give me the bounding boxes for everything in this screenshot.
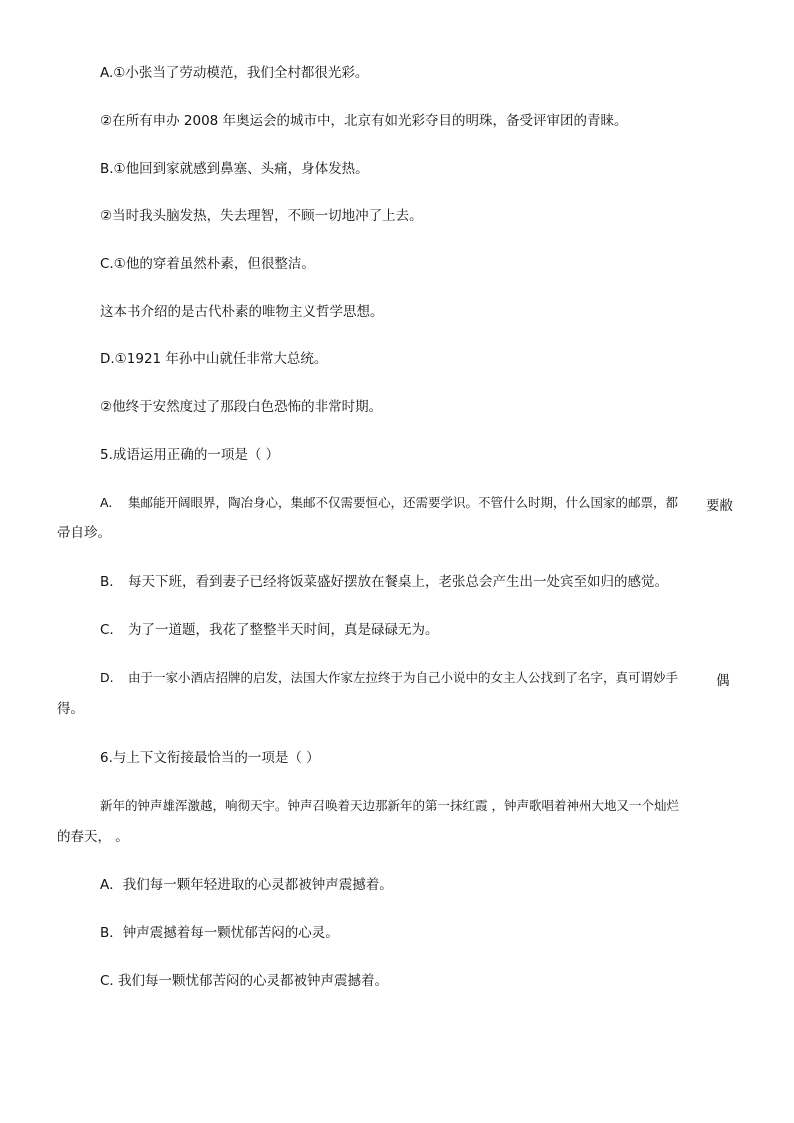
q5-option-b-text: 每天下班，看到妻子已经将饭菜盛好摆放在餐桌上，老张总会产生出一处宾至如归的感觉。: [128, 574, 668, 590]
q4-option-a2: ②在所有申办 2008 年奥运会的城市中，北京有如光彩夺目的明珠，备受评审团的青睐。: [100, 113, 628, 129]
q5-stem: 5.成语运用正确的一项是（ ）: [100, 447, 280, 463]
q5-option-a-gap-word: 要敝: [706, 498, 733, 514]
q5-option-a: [100, 494, 678, 512]
q4-option-d2: ②他终于安然度过了那段白色恐怖的非常时期。: [100, 399, 383, 415]
q4-option-b2: ②当时我头脑发热，失去理智，不顾一切地冲了上去。: [100, 208, 423, 224]
q5-option-a-text: 集邮能开阔眼界，陶冶身心，集邮不仅需要恒心，还需要学识。不管什么时期，什么国家的邮票，都: [128, 495, 679, 510]
q4-option-a1: A.①小张当了劳动模范，我们全村都很光彩。: [100, 65, 369, 81]
q4-option-c2: 这本书介绍的是古代朴素的唯物主义哲学思想。: [100, 304, 384, 320]
q5-option-c-label: C.: [100, 622, 114, 638]
q4-option-d1: D.①1921 年孙中山就任非常大总统。: [100, 351, 328, 367]
q5-option-a-continuation: 帚自珍。: [57, 525, 111, 541]
q6-option-a: A．我们每一颗年轻进取的心灵都被钟声震撼着。: [100, 877, 393, 893]
q6-option-b: B．钟声震撼着每一颗忧郁苦闷的心灵。: [100, 925, 339, 941]
q5-option-a-label: A.: [100, 495, 113, 510]
q6-passage-line1: 新年的钟声雄浑激越，响彻天宇。钟声召唤着天边那新年的第一抹红霞 ，钟声歌唱着神州大地又一个灿烂: [100, 798, 679, 813]
q5-option-c: [100, 621, 439, 639]
q5-option-c-text: 为了一道题，我花了整整半天时间，真是碌碌无为。: [128, 622, 439, 638]
q5-option-d-gap-word: 偶: [716, 673, 730, 689]
q5-option-b: [100, 573, 668, 591]
q6-passage-line2: 的春天， 。: [57, 829, 129, 845]
q5-option-d-label: D.: [100, 670, 114, 685]
q5-option-b-label: B.: [100, 574, 114, 590]
q5-option-d: [100, 669, 678, 687]
q6-option-c: C. 我们每一颗忧郁苦闷的心灵都被钟声震撼着。: [100, 973, 389, 989]
q4-option-b1: B.①他回到家就感到鼻塞、头痛，身体发热。: [100, 161, 369, 177]
q5-option-d-continuation: 得。: [57, 701, 84, 717]
q5-option-d-text: 由于一家小酒店招牌的启发，法国大作家左拉终于为自己小说中的女主人公找到了名字，真可谓妙手: [128, 670, 679, 685]
q6-stem: 6.与上下文衔接最恰当的一项是（ ）: [100, 750, 320, 766]
q4-option-c1: C.①他的穿着虽然朴素，但很整洁。: [100, 256, 315, 272]
